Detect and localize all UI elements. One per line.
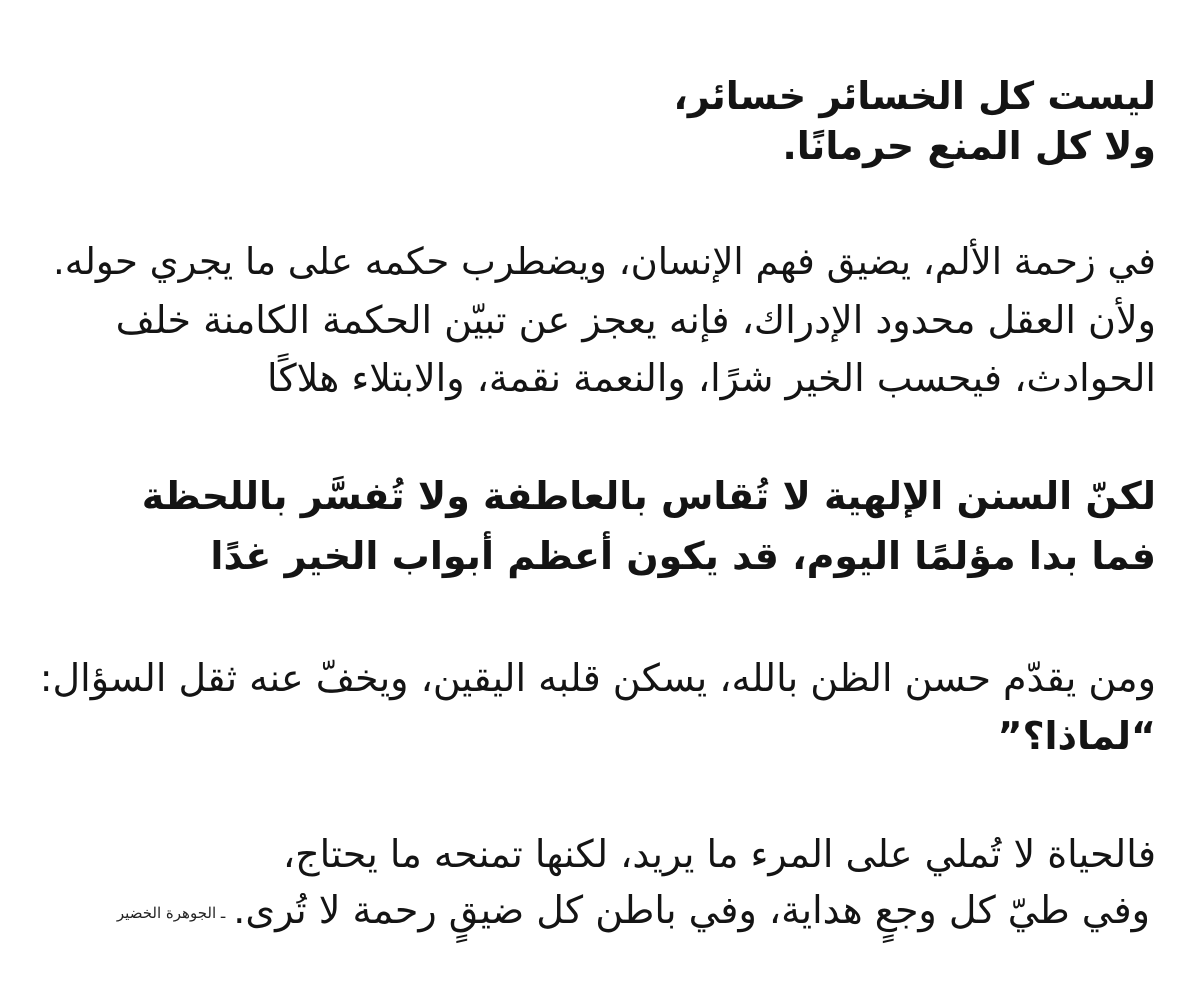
paragraph-3-line-1: ومن يقدّم حسن الظن بالله، يسكن قلبه اليقين، ويخفّ عنه ثقل السؤال: (39, 656, 1156, 700)
paragraph-1-line-3: الحوادث، فيحسب الخير شرًا، والنعمة نقمة، والابتلاء هلاكًا (266, 356, 1156, 400)
heading-line-1: ليست كل الخسائر خسائر، (673, 74, 1156, 118)
author-signature: ـ الجوهرة الخضير (116, 903, 226, 922)
paragraph-3-line-2: “لماذا؟” (997, 714, 1156, 758)
paragraph-1-line-2: ولأن العقل محدود الإدراك، فإنه يعجز عن تبيّن الحكمة الكامنة خلف (115, 298, 1156, 342)
paragraph-4-line-2 (117, 882, 1150, 941)
paragraph-2-line-2: فما بدا مؤلمًا اليوم، قد يكون أعظم أبواب الخير غدًا (210, 534, 1156, 578)
heading-line-2: ولا كل المنع حرمانًا. (782, 124, 1156, 168)
paragraph-4-line-1: فالحياة لا تُملي على المرء ما يريد، لكنها تمنحه ما يحتاج، (282, 832, 1156, 876)
paragraph-1-line-1: في زحمة الألم، يضيق فهم الإنسان، ويضطرب حكمه على ما يجري حوله. (53, 240, 1156, 283)
paragraph-2-line-1: لكنّ السنن الإلهية لا تُقاس بالعاطفة ولا تُفسَّر باللحظة (141, 474, 1156, 518)
paragraph-4-line-2-text: وفي طيّ كل وجعٍ هداية، وفي باطن كل ضيقٍ رحمة لا تُرى. (233, 888, 1150, 932)
